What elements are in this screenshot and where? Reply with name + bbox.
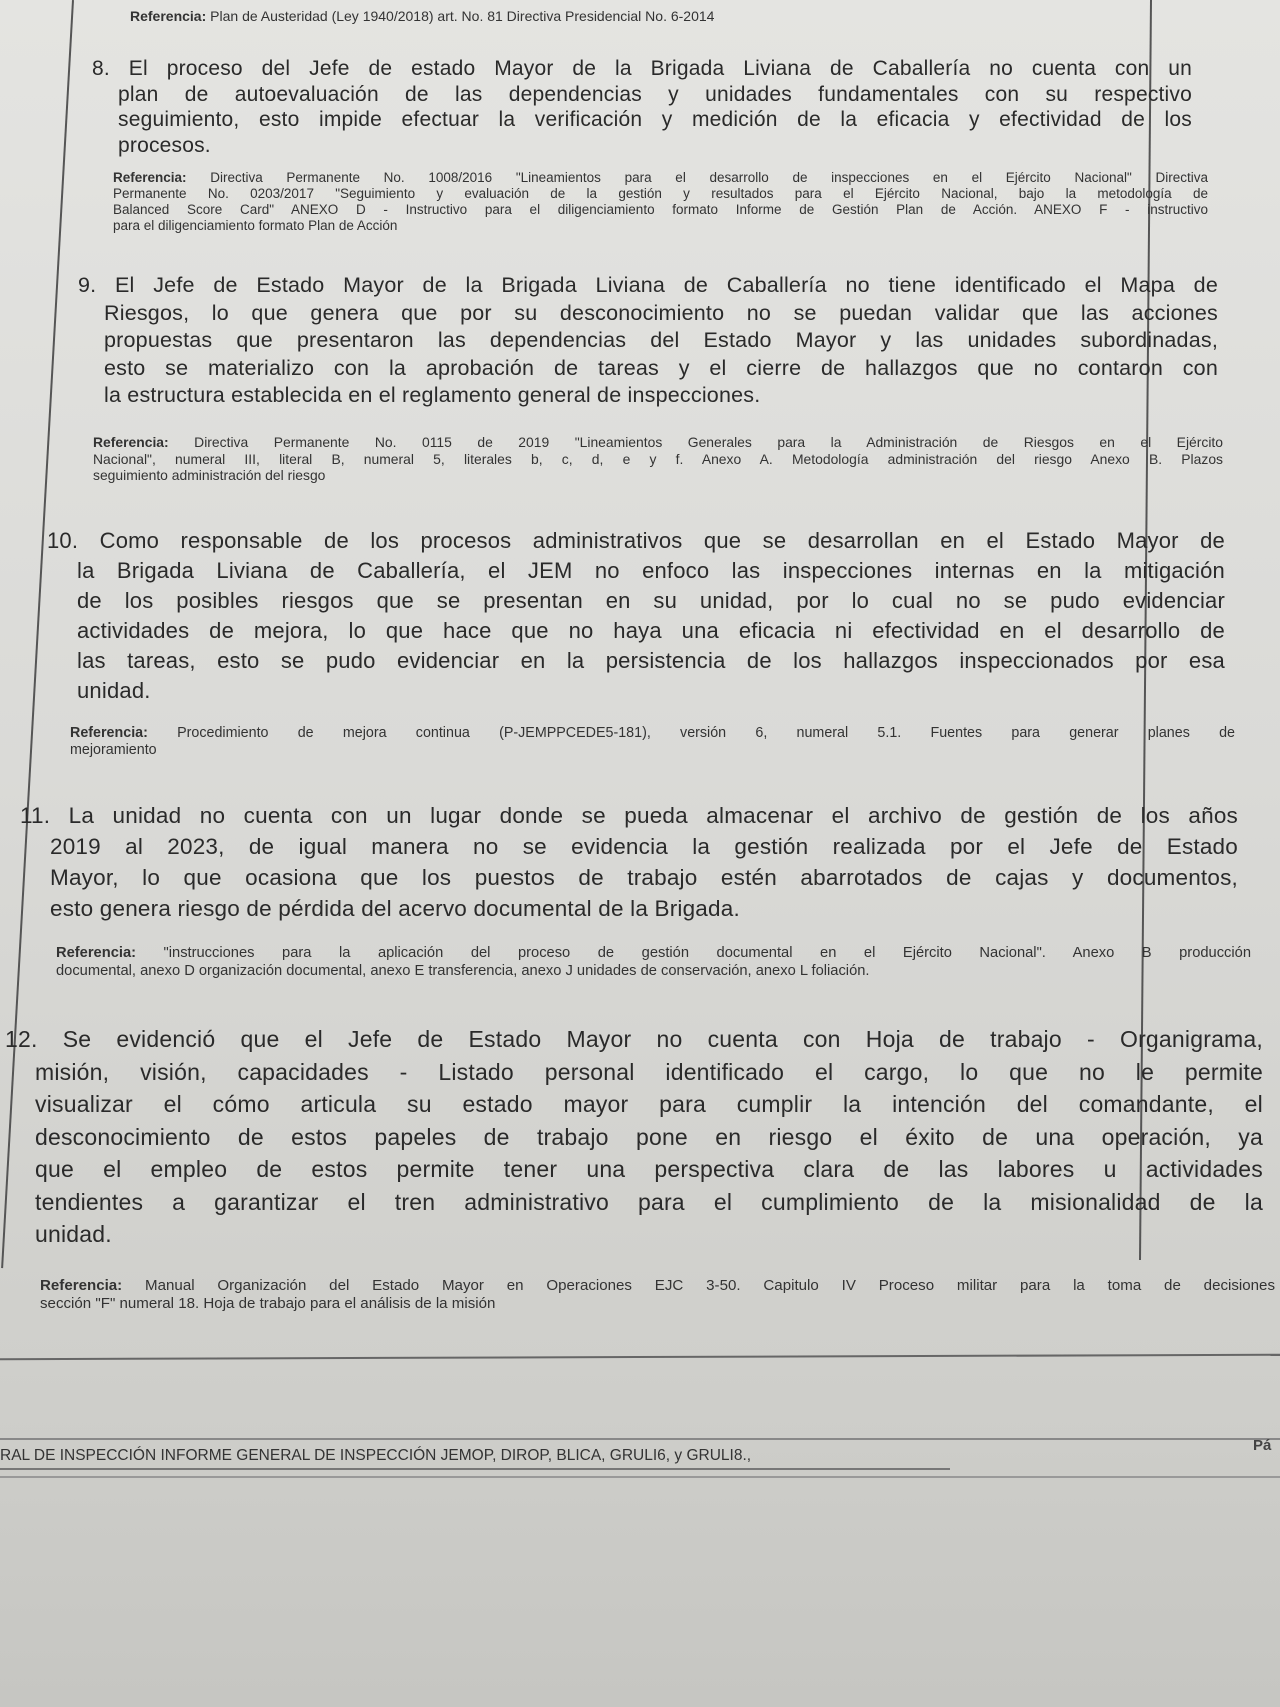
finding-line: actividades de mejora, lo que hace que no haya una eficacia ni efectividad en el desarrollo de (77, 618, 1225, 643)
finding-item (5, 1023, 1263, 1251)
reference-line: seguimiento administración del riesgo (93, 467, 326, 484)
finding-line: que el empleo de estos permite tener una perspectiva clara de las labores u actividades (35, 1156, 1263, 1182)
reference-label: Referencia: (93, 434, 169, 450)
divider-line (0, 1476, 1280, 1478)
reference-label: Referencia: (56, 945, 136, 961)
finding-reference (70, 725, 1235, 759)
finding-line: de los posibles riesgos que se presentan en su unidad, por lo cual no se pudo evidenciar (77, 588, 1225, 613)
reference-label: Referencia: (113, 170, 187, 185)
reference-label: Referencia: (70, 725, 148, 741)
reference-label: Referencia: (40, 1277, 123, 1294)
finding-line: esto genera riesgo de pérdida del acervo documental de la Brigada. (50, 896, 740, 921)
reference-line: sección "F" numeral 18. Hoja de trabajo para el análisis de la misión (40, 1295, 496, 1313)
finding-line: desconocimiento de estos papeles de trabajo pone en riesgo el éxito de una operación, ya (35, 1123, 1263, 1150)
finding-item (20, 800, 1238, 924)
divider-line (0, 1438, 1280, 1440)
reference-line: para el diligenciamiento formato Plan de Acción (113, 218, 398, 233)
reference-line: Permanente No. 0203/2017 "Seguimiento y evaluación de la gestión y resultados para el Ejército Nacional, bajo la metodología de (113, 186, 1208, 201)
finding-line: unidad. (35, 1221, 112, 1247)
reference-text: Directiva Permanente No. 1008/2016 "Lineamientos para el desarrollo de inspecciones en el Ejército Nacional" Directiva (186, 170, 1208, 185)
reference-text: Directiva Permanente No. 0115 de 2019 "Lineamientos Generales para la Administración de Riesgos en el Ejército (168, 434, 1223, 450)
finding-line: plan de autoevaluación de las dependencias y unidades fundamentales con su respectivo (118, 82, 1192, 106)
finding-line: las tareas, esto se pudo evidenciar en la persistencia de los hallazgos inspeccionados por esa (77, 648, 1225, 673)
finding-reference (40, 1277, 1275, 1314)
finding-line: esto se materializo con la aprobación de tareas y el cierre de hallazgos que no contaron con (104, 355, 1218, 380)
footer-title: RAL DE INSPECCIÓN INFORME GENERAL DE INSPECCIÓN JEMOP, DIROP, BLICA, GRULI6, y GRULI8., (0, 1447, 752, 1464)
finding-line: 8. El proceso del Jefe de estado Mayor de la Brigada Liviana de Caballería no cuenta con un (92, 57, 1192, 80)
reference-text: Plan de Austeridad (Ley 1940/2018) art. No. 81 Directiva Presidencial No. 6-2014 (206, 8, 715, 24)
finding-line: misión, visión, capacidades - Listado personal identificado el cargo, lo que no le permite (35, 1058, 1263, 1085)
finding-item (47, 526, 1225, 706)
reference-line (56, 945, 1251, 963)
reference-label: Referencia: (130, 8, 207, 24)
finding-line: seguimiento, esto impide efectuar la verificación y medición de la eficacia y efectividad de los (118, 108, 1192, 131)
finding-line: Mayor, lo que ocasiona que los puestos de trabajo estén abarrotados de cajas y documentos, (50, 865, 1238, 890)
finding-line: la estructura establecida en el reglamento general de inspecciones. (104, 383, 761, 407)
finding-line: 11. La unidad no cuenta con un lugar donde se pueda almacenar el archivo de gestión de los años (20, 803, 1238, 828)
finding-line: visualizar el cómo articula su estado mayor para cumplir la intención del comandante, el (35, 1091, 1263, 1117)
finding-line: 2019 al 2023, de igual manera no se evidencia la gestión realizada por el Jefe de Estado (50, 834, 1238, 859)
reference-line (40, 1277, 1275, 1295)
finding-reference (93, 434, 1223, 484)
reference-line: Nacional", numeral III, literal B, numeral 5, literales b, c, d, e y f. Anexo A. Metodología administración del riesgo Anexo B. Plazos (93, 450, 1223, 467)
finding-line: la Brigada Liviana de Caballería, el JEM no enfoco las inspecciones internas en la mitigación (77, 558, 1225, 583)
reference-line (93, 434, 1223, 451)
footer-underline (0, 1468, 950, 1470)
finding-line: propuestas que presentaron las dependencias del Estado Mayor y las unidades subordinadas, (104, 328, 1218, 352)
reference-text: "instrucciones para la aplicación del proceso de gestión documental en el Ejército Nacional". Anexo B producción (136, 945, 1251, 961)
finding-item (92, 56, 1192, 158)
finding-line: unidad. (77, 678, 151, 703)
finding-line: Riesgos, lo que genera que por su desconocimiento no se puedan validar que las acciones (104, 300, 1218, 325)
reference-line (70, 725, 1235, 742)
finding-reference (113, 170, 1208, 234)
finding-line: procesos. (118, 133, 211, 157)
finding-line: 10. Como responsable de los procesos administrativos que se desarrollan en el Estado Mayor de (47, 528, 1225, 553)
finding-reference (56, 945, 1251, 981)
page-number-label: Pá (1253, 1437, 1272, 1454)
reference-line: mejoramiento (70, 742, 157, 759)
reference-line: documental, anexo D organización documental, anexo E transferencia, anexo J unidades de conservación, anexo L foliación. (56, 962, 870, 979)
reference-text: Procedimiento de mejora continua (P-JEMPPCEDE5-181), versión 6, numeral 5.1. Fuentes para generar planes de (147, 725, 1235, 741)
top-reference (130, 8, 714, 24)
finding-item (78, 272, 1218, 410)
finding-line: 12. Se evidenció que el Jefe de Estado Mayor no cuenta con Hoja de trabajo - Organigrama, (5, 1026, 1263, 1052)
reference-line (113, 170, 1208, 186)
reference-line: Balanced Score Card" ANEXO D - Instructivo para el diligenciamiento formato Informe de Gestión Plan de Acción. ANEXO F - instructivo (113, 202, 1208, 217)
divider-line (0, 1354, 1280, 1360)
finding-line: tendientes a garantizar el tren administrativo para el cumplimiento de la misionalidad de la (35, 1188, 1263, 1215)
reference-text: Manual Organización del Estado Mayor en Operaciones EJC 3-50. Capitulo IV Proceso militar para la toma de decisiones (122, 1277, 1275, 1294)
finding-line: 9. El Jefe de Estado Mayor de la Brigada Liviana de Caballería no tiene identificado el Mapa de (78, 273, 1218, 297)
